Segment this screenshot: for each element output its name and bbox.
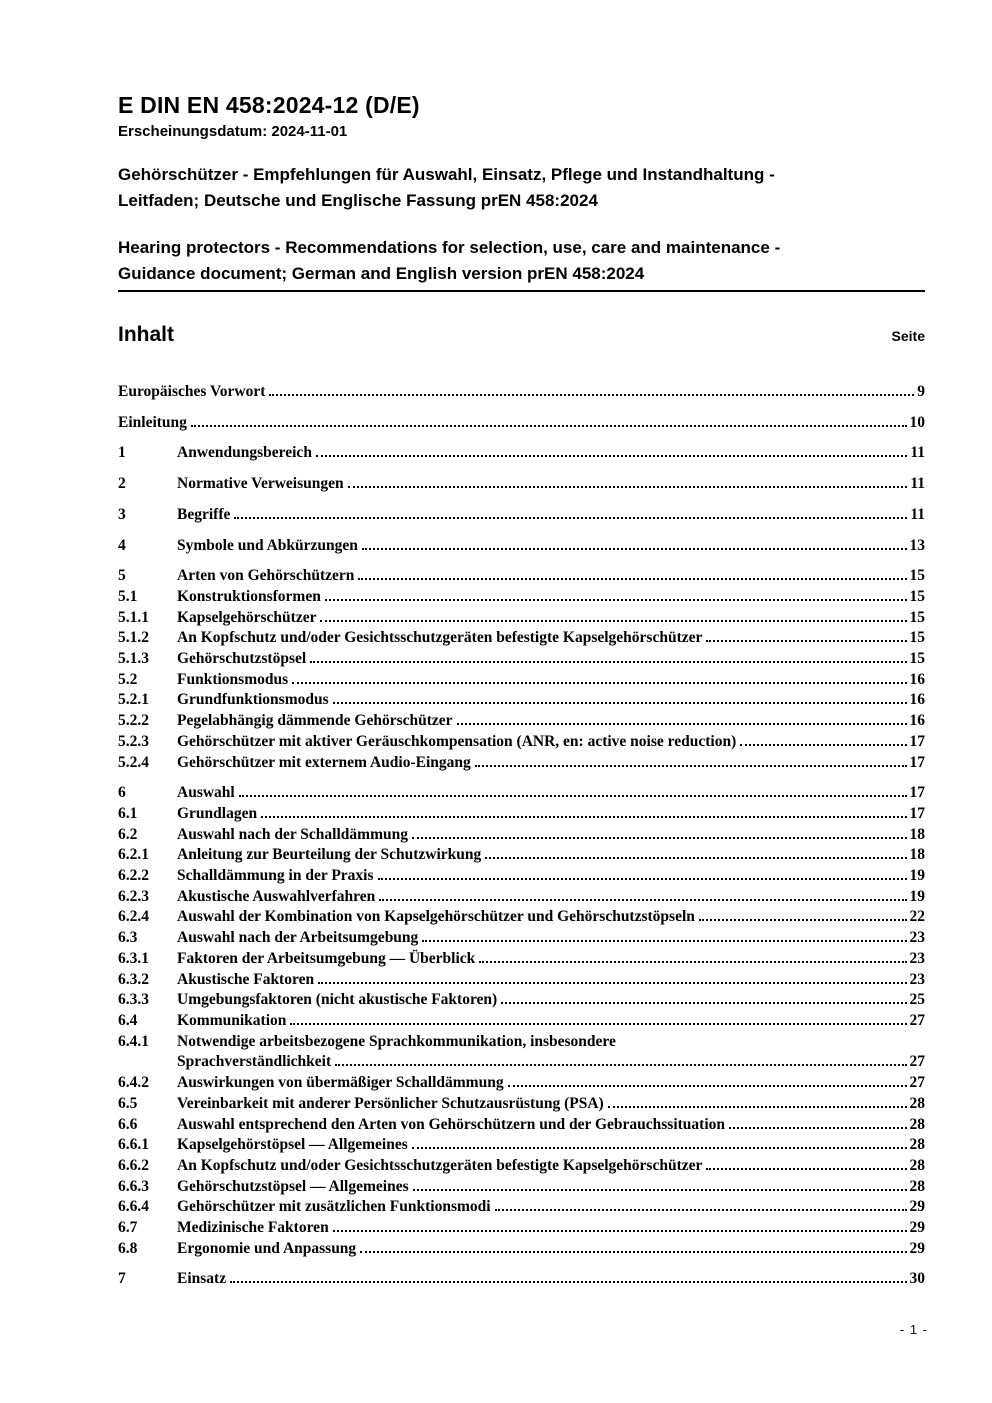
toc-entry-title: An Kopfschutz und/oder Gesichtsschutzgeräten befestigte Kapselgehörschützer: [177, 629, 703, 647]
toc-entry: [118, 732, 925, 753]
toc-entry-page: 15: [909, 587, 925, 605]
toc-entry-title: Auswirkungen von übermäßiger Schalldämmung: [177, 1074, 504, 1092]
toc-entry-number: 6.8: [118, 1239, 138, 1257]
title-german-line1: Gehörschützer - Empfehlungen für Auswahl, Einsatz, Pflege und Instandhaltung -: [118, 165, 775, 184]
toc-entry-leader: [413, 1189, 907, 1191]
toc-entry-title: Auswahl: [177, 784, 235, 802]
toc-entry-page: 10: [909, 413, 925, 431]
toc-entry-title: Faktoren der Arbeitsumgebung — Überblick: [177, 949, 476, 967]
toc-entry-page: 27: [909, 1053, 925, 1071]
toc-entry-leader: [412, 1147, 907, 1149]
toc-entry-page: 28: [909, 1177, 925, 1195]
toc-entry-number: 6.3.2: [118, 970, 149, 988]
toc-entry-leader: [422, 940, 906, 942]
toc-entry-number: 6.1: [118, 804, 138, 822]
toc-entry-leader: [333, 1230, 907, 1232]
toc-entry-number: 6.6.2: [118, 1156, 149, 1174]
toc-entry-page: 28: [909, 1136, 925, 1154]
toc-entry: [118, 1073, 925, 1094]
toc-entry-page: 15: [909, 650, 925, 668]
toc-entry-leader: [485, 857, 906, 859]
toc-entry-title: Ergonomie und Anpassung: [177, 1239, 357, 1257]
toc-entry: [118, 1177, 925, 1198]
toc-entry-title: Einsatz: [177, 1270, 227, 1288]
toc-entry-number: 6.6.1: [118, 1136, 149, 1154]
toc-entry-page: 29: [909, 1219, 925, 1237]
table-of-contents: [118, 322, 925, 1290]
toc-entry-leader: [360, 1251, 906, 1253]
title-english: [118, 235, 925, 287]
toc-entry: [118, 505, 925, 526]
toc-entry-number: 6.4: [118, 1011, 138, 1029]
toc-entry-page: 17: [909, 753, 925, 771]
title-english-line1: Hearing protectors - Recommendations for selection, use, care and maintenance -: [118, 238, 781, 257]
toc-entry-leader: [475, 765, 907, 767]
toc-entry-page: 18: [909, 846, 925, 864]
toc-entry-title: Anleitung zur Beurteilung der Schutzwirkung: [177, 846, 482, 864]
toc-entry-number: 5.1.2: [118, 629, 149, 647]
toc-entry-title: Auswahl entsprechend den Arten von Gehörschützern und der Gebrauchssituation: [177, 1115, 726, 1133]
toc-entry-title: Gehörschutzstöpsel: [177, 650, 307, 668]
toc-entry-title: Anwendungsbereich: [177, 444, 312, 462]
toc-entry-leader: [740, 744, 906, 746]
toc-entry-leader: [320, 620, 906, 622]
toc-entry-leader: [310, 661, 906, 663]
toc-entry-title: Pegelabhängig dämmende Gehörschützer: [177, 712, 453, 730]
toc-entry: [118, 907, 925, 928]
toc-entry-page: 19: [909, 887, 925, 905]
toc-entry-leader: [191, 425, 907, 427]
toc-entry-title: Symbole und Abkürzungen: [177, 536, 358, 554]
toc-entry-page: 16: [909, 712, 925, 730]
toc-entry: [118, 1239, 925, 1260]
toc-entry-title: Begriffe: [177, 505, 231, 523]
document-number: E DIN EN 458:2024-12 (D/E): [118, 92, 420, 118]
toc-entry-number: 5.1.3: [118, 650, 149, 668]
toc-entry-leader: [379, 899, 906, 901]
toc-entry-number: 1: [118, 444, 126, 462]
toc-entry-title: Kommunikation: [177, 1011, 287, 1029]
toc-entry: [118, 1218, 925, 1239]
toc-entry-title: Europäisches Vorwort: [118, 383, 266, 400]
toc-entry-number: 6.2.2: [118, 867, 149, 885]
toc-entry-leader: [362, 548, 907, 550]
toc-entry-page: 25: [909, 991, 925, 1009]
toc-entry-number: 6.3: [118, 929, 138, 947]
toc-entry: [118, 990, 925, 1011]
toc-entry-page: 13: [909, 536, 925, 554]
toc-entry-leader: [508, 1085, 907, 1087]
toc-entry-number: 5.1: [118, 587, 138, 605]
toc-list: [118, 382, 925, 1290]
toc-entry-number: 5.2.1: [118, 691, 149, 709]
toc-entry-number: 6.7: [118, 1219, 138, 1237]
toc-entry: [118, 753, 925, 774]
toc-entry-title: Schalldämmung in der Praxis: [177, 867, 374, 885]
toc-entry-title: Vereinbarkeit mit anderer Persönlicher Schutzausrüstung (PSA): [177, 1094, 604, 1112]
toc-entry-leader: [325, 599, 907, 601]
toc-entry-leader: [230, 1281, 906, 1283]
title-german: [118, 162, 925, 214]
toc-entry-number: 6.6.4: [118, 1198, 149, 1216]
toc-entry: [118, 1052, 925, 1073]
toc-entry-leader: [706, 1168, 906, 1170]
toc-entry-title: Akustische Faktoren: [177, 970, 315, 988]
toc-entry: [118, 1135, 925, 1156]
toc-entry-page: 16: [909, 691, 925, 709]
toc-entry-page: 17: [909, 784, 925, 802]
toc-entry-page: 28: [909, 1156, 925, 1174]
toc-entry-leader: [234, 517, 907, 519]
toc-entry: [118, 1156, 925, 1177]
toc-entry: [118, 1269, 925, 1290]
toc-entry: [118, 928, 925, 949]
toc-entry: [118, 474, 925, 495]
toc-entry-title: Akustische Auswahlverfahren: [177, 887, 376, 905]
toc-entry-title: Kapselgehörschützer: [177, 608, 317, 626]
toc-entry: [118, 825, 925, 846]
toc-entry-leader: [269, 394, 914, 396]
toc-entry-number: 5.1.1: [118, 608, 149, 626]
toc-entry-page: 27: [909, 1074, 925, 1092]
toc-entry: [118, 845, 925, 866]
toc-entry-number: 6.4.1: [118, 1032, 149, 1050]
toc-page-column-label: Seite: [891, 328, 925, 344]
toc-entry-number: 6.2.3: [118, 887, 149, 905]
toc-entry-number: 6.2: [118, 825, 138, 843]
toc-entry-number: 5.2.4: [118, 753, 149, 771]
toc-entry-number: 6.6.3: [118, 1177, 149, 1195]
toc-entry-leader: [706, 640, 906, 642]
toc-entry-number: 2: [118, 475, 126, 493]
toc-entry-title: Gehörschutzstöpsel — Allgemeines: [177, 1177, 409, 1195]
toc-entry-title: Einleitung: [118, 413, 187, 431]
toc-entry: [118, 1197, 925, 1218]
toc-entry-title: Medizinische Faktoren: [177, 1219, 329, 1237]
header-divider: [118, 290, 925, 292]
toc-entry-number: 6.5: [118, 1094, 138, 1112]
toc-entry-leader: [333, 702, 907, 704]
toc-entry: [118, 443, 925, 464]
toc-entry-leader: [501, 1002, 906, 1004]
toc-entry-page: 19: [909, 867, 925, 885]
toc-entry: [118, 1115, 925, 1136]
toc-entry: [118, 670, 925, 691]
toc-entry: [118, 608, 925, 629]
toc-entry-title: Auswahl nach der Arbeitsumgebung: [177, 929, 419, 947]
toc-entry-number: 4: [118, 536, 126, 554]
toc-entry-leader: [608, 1106, 907, 1108]
toc-entry: [118, 628, 925, 649]
toc-entry-page: 11: [910, 505, 925, 523]
toc-entry-title: Auswahl nach der Schalldämmung: [177, 825, 408, 843]
toc-entry-number: 6.6: [118, 1115, 138, 1133]
toc-entry: [118, 382, 925, 403]
toc-entry-number: 6.2.4: [118, 908, 149, 926]
toc-entry-title: Arten von Gehörschützern: [177, 567, 355, 585]
toc-entry-page: 29: [909, 1198, 925, 1216]
toc-entry: [118, 566, 925, 587]
toc-entry-title: Gehörschützer mit externem Audio-Eingang: [177, 753, 471, 771]
toc-entry-number: 5.2: [118, 670, 138, 688]
toc-entry-number: 6.3.1: [118, 949, 149, 967]
toc-entry-leader: [699, 919, 907, 921]
toc-entry-page: 15: [909, 567, 925, 585]
toc-entry-title: Normative Verweisungen: [177, 475, 344, 493]
toc-entry-title: Konstruktionsformen: [177, 587, 321, 605]
toc-entry-page: 23: [909, 929, 925, 947]
toc-entry-leader: [239, 795, 907, 797]
toc-entry-title: Sprachverständlichkeit: [177, 1053, 332, 1071]
toc-entry: [118, 1011, 925, 1032]
toc-entry-page: 27: [909, 1011, 925, 1029]
toc-entry: [118, 866, 925, 887]
publication-date: Erscheinungsdatum: 2024-11-01: [118, 123, 348, 140]
toc-entry-number: 6.4.2: [118, 1074, 149, 1092]
toc-entry-page: 30: [909, 1270, 925, 1288]
toc-entry-title: Gehörschützer mit zusätzlichen Funktionsmodi: [177, 1198, 491, 1216]
toc-entry: [118, 711, 925, 732]
toc-entry-page: 23: [909, 970, 925, 988]
toc-entry-number: 5.2.2: [118, 712, 149, 730]
toc-entry-leader: [316, 455, 907, 457]
toc-entry: [118, 413, 925, 434]
toc-entry-title: An Kopfschutz und/oder Gesichtsschutzgeräten befestigte Kapselgehörschützer: [177, 1156, 703, 1174]
toc-entry-number: 6: [118, 784, 126, 802]
toc-entry-number: 3: [118, 505, 126, 523]
toc-heading: Inhalt: [118, 323, 174, 346]
toc-entry-page: 16: [909, 670, 925, 688]
toc-entry-title: Gehörschützer mit aktiver Geräuschkompensation (ANR, en: active noise reduction): [177, 732, 737, 750]
toc-entry-page: 22: [909, 908, 925, 926]
toc-entry: [118, 887, 925, 908]
toc-entry-number: 6.2.1: [118, 846, 149, 864]
toc-entry-title: Kapselgehörstöpsel — Allgemeines: [177, 1136, 408, 1154]
toc-entry-leader: [495, 1209, 907, 1211]
toc-entry-leader: [292, 682, 906, 684]
toc-entry-leader: [378, 878, 907, 880]
toc-entry: [118, 536, 925, 557]
toc-entry-leader: [290, 1023, 906, 1025]
toc-entry: [118, 649, 925, 670]
toc-entry-page: 23: [909, 949, 925, 967]
toc-entry: [118, 1032, 925, 1053]
toc-entry: [118, 690, 925, 711]
toc-entry-page: 15: [909, 629, 925, 647]
toc-entry: [118, 1094, 925, 1115]
toc-entry-page: 11: [910, 444, 925, 462]
toc-entry-page: 9: [917, 383, 925, 400]
toc-entry-title: Funktionsmodus: [177, 670, 289, 688]
title-english-line2: Guidance document; German and English version prEN 458:2024: [118, 264, 645, 283]
document-header: [118, 93, 925, 292]
toc-entry-title: Umgebungsfaktoren (nicht akustische Faktoren): [177, 991, 498, 1009]
page-number-footer: - 1 -: [899, 1322, 928, 1337]
toc-entry-title: Grundlagen: [177, 804, 258, 822]
toc-entry-leader: [457, 723, 907, 725]
toc-entry-page: 15: [909, 608, 925, 626]
toc-entry-number: 7: [118, 1270, 126, 1288]
toc-entry: [118, 783, 925, 804]
toc-entry: [118, 804, 925, 825]
toc-entry-number: 5: [118, 567, 126, 585]
toc-entry-title: Notwendige arbeitsbezogene Sprachkommunikation, insbesondere: [177, 1032, 616, 1050]
toc-entry-leader: [335, 1064, 906, 1066]
toc-entry-title: Auswahl der Kombination von Kapselgehörschützer und Gehörschutzstöpseln: [177, 908, 695, 926]
toc-entry-page: 18: [909, 825, 925, 843]
title-german-line2: Leitfaden; Deutsche und Englische Fassung prEN 458:2024: [118, 191, 598, 210]
toc-entry: [118, 970, 925, 991]
toc-entry-leader: [358, 578, 906, 580]
toc-entry-page: 28: [909, 1094, 925, 1112]
toc-entry-page: 17: [909, 732, 925, 750]
toc-entry-number: 6.3.3: [118, 991, 149, 1009]
toc-entry: [118, 949, 925, 970]
toc-header-row: [118, 322, 925, 347]
toc-entry-leader: [729, 1127, 906, 1129]
toc-entry-leader: [318, 982, 906, 984]
toc-entry-title: Grundfunktionsmodus: [177, 691, 329, 709]
toc-entry-leader: [412, 837, 907, 839]
toc-entry-leader: [348, 486, 908, 488]
toc-entry-number: 5.2.3: [118, 732, 149, 750]
toc-entry-leader: [479, 961, 906, 963]
toc-entry-page: 17: [909, 804, 925, 822]
toc-entry-leader: [261, 816, 906, 818]
toc-entry: [118, 587, 925, 608]
toc-entry-page: 29: [909, 1239, 925, 1257]
toc-entry-page: 11: [910, 475, 925, 493]
toc-entry-page: 28: [909, 1115, 925, 1133]
